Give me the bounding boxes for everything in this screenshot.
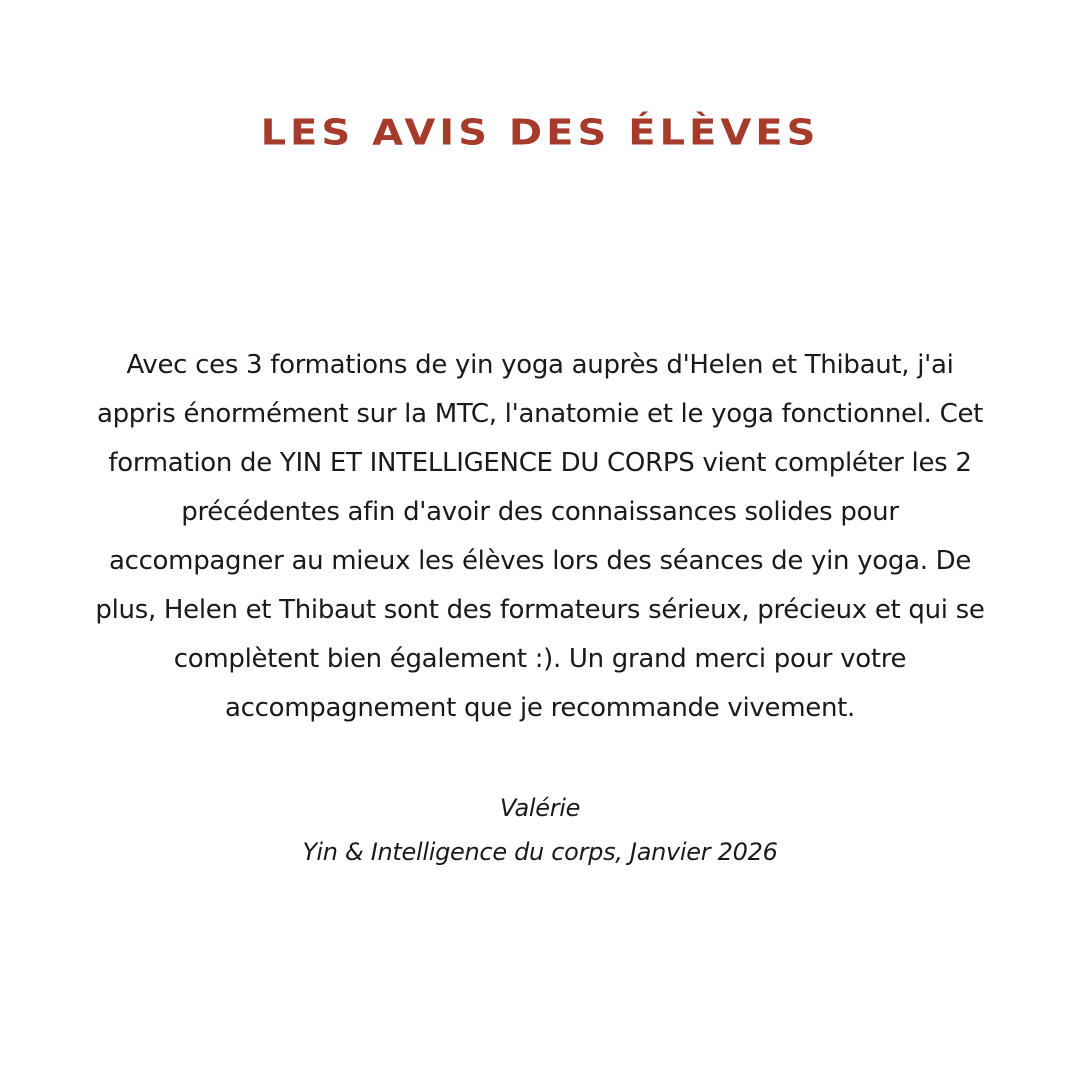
- page-title: LES AVIS DES ÉLÈVES: [260, 112, 820, 154]
- testimonial-line: complètent bien également :). Un grand merci pour votre: [173, 644, 907, 674]
- testimonial-text: [40, 341, 1040, 733]
- testimonial-line: précédentes afin d'avoir des connaissances solides pour: [181, 497, 899, 527]
- testimonial-line: Avec ces 3 formations de yin yoga auprès d'Helen et Thibaut, j'ai: [126, 350, 954, 380]
- author-name: Valérie: [499, 794, 581, 822]
- testimonial-line: appris énormément sur la MTC, l'anatomie et le yoga fonctionnel. Cet: [96, 399, 984, 429]
- testimonial-line: formation de YIN ET INTELLIGENCE DU CORPS vient compléter les 2: [108, 448, 972, 478]
- testimonial-line: accompagner au mieux les élèves lors des séances de yin yoga. De: [108, 546, 972, 576]
- testimonial-line: accompagnement que je recommande vivement.: [225, 693, 855, 723]
- author-course: Yin & Intelligence du corps, Janvier 2026: [302, 838, 778, 866]
- testimonial-signature: [0, 786, 1080, 874]
- testimonial-line: plus, Helen et Thibaut sont des formateurs sérieux, précieux et qui se: [95, 595, 985, 625]
